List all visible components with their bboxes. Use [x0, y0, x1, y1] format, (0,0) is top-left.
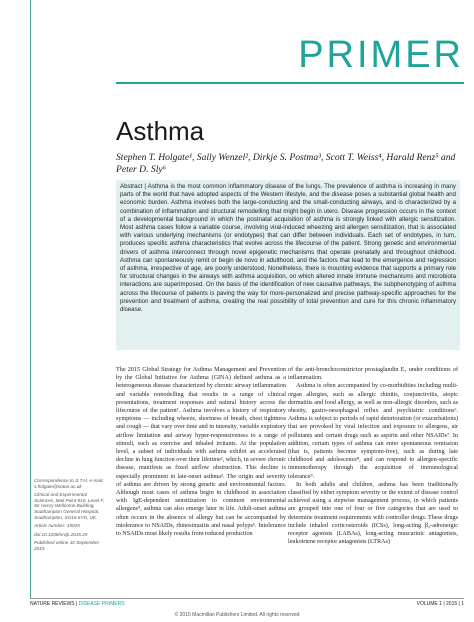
footer-rule [30, 598, 464, 599]
body-paragraph: Asthma is often accompanied by co-morbidities including multi-organ allergies, such as allergic rhinitis, conjunctivitis, atopic dermatitis and food allergy, as well as non-allergic disorders, such as obesity, gastro-oesophageal reflux and psychiatric conditions⁶. Asthma is subject to periods of rapid deterioration (or exacerbations) that are provoked by viral infection and exposure to allergens, air pollutants and certain drugs such as aspirin and other NSAIDs⁷. In addition, certain types of asthma can enter spontaneous remission (that is, patients become symptom-free), such as during late childhood and adolescence⁸, and can respond to allergen-specific immunotherapy through the acquisition of immunological tolerance⁹. [288, 383, 458, 480]
body-paragraph: In both adults and children, asthma has been traditionally classified by either symptom severity or the extent of disease control achieved using a stepwise management process, in which patients are grouped into one of four or five categories that are used to determine treatment requirements with controller drugs. These drugs include inhaled corticosteroids (ICSs), long-acting β₂-adrenergic receptor agonists (LABAs), long-acting muscarinic antagonists, leukotriene receptor antagonists (LTRAs) [288, 481, 458, 546]
author-affiliation: Clinical and Experimental Sciences, Mail Point 810, Level F, Sir Henry Wellcome Building, Southampton General Hospital, Southampton, SO16 6YD, UK. [34, 492, 105, 520]
page-footer [30, 601, 464, 610]
article-doi[interactable]: doi:10.1038/nrdp.2015.25 [34, 531, 88, 537]
side-rule [30, 0, 31, 598]
published-date: Published online 10 September 2015 [34, 540, 100, 551]
copyright-notice: © 2015 Macmillan Publishers Limited. All rights reserved [174, 612, 300, 618]
abstract-lead: Abstract | [120, 183, 147, 190]
abstract-box [116, 180, 460, 350]
journal-label: NATURE REVIEWS | [30, 601, 78, 607]
body-paragraph: of the anti-bronchoconstrictor prostaglandin E₂ under conditions of inflammation. [288, 367, 458, 382]
article-title: Asthma [116, 116, 205, 146]
primer-header: PRIMER [298, 34, 464, 76]
body-column-right [288, 366, 458, 588]
abstract [120, 183, 456, 314]
journal-section: DISEASE PRIMERS [78, 601, 125, 607]
correspondence-sidebar [34, 478, 108, 555]
body-paragraph: The 2015 Global Strategy for Asthma Management and Prevention by the Global Initiative for Asthma (GINA) defined asthma as a heterogeneous disease characterized by chronic airway inflammation and variable remodelling that results in a range of clinical presentations, treatment responses and natural history across the lifecourse of the patient¹. Asthma involves a history of respiratory symptoms — including wheeze, shortness of breath, chest tightness and cough — that vary over time and in intensity, variable expiratory airflow limitation and airway hyper-responsiveness to a range of stimuli, such as exercise and inhaled irritants. At the population level, a subset of individuals with asthma exhibit an accelerated decline in lung function over their lifetime², which, in severe chronic disease, manifests as fixed airflow obstruction. This decline is especially prominent in late-onset asthma³. The origin and severity of asthma are driven by strong genetic and environmental factors. Although most cases of asthma begin in childhood in association with IgE-dependent sensitization to common environmental allergens⁴, asthma can also emerge later in life. Adult-onset asthma often occurs in the absence of allergy but can be accompanied by intolerance to NSAIDs, rhinosinusitis and nasal polyps⁵. Intolerance to NSAIDs most likely results from reduced production [116, 367, 286, 538]
body-column-left [116, 366, 286, 588]
article-authors: Stephen T. Holgate¹, Sally Wenzel², Dirkje S. Postma³, Scott T. Weiss⁴, Harald Renz⁵ and Peter D. Sly⁶ [116, 152, 456, 175]
abstract-text: Asthma is the most common inflammatory disease of the lungs. The prevalence of asthma is increasing in many parts of the world that have adopted aspects of the Western lifestyle, and the disease poses a substantial global health and economic burden. Asthma involves both the large-conducting and the small-conducting airways, and is characterized by a combination of inflammation and structural remodelling that might begin in utero. Disease progression occurs in the context of a developmental background in which the postnatal acquisition of asthma is strongly linked with allergic sensitization. Most asthma cases follow a variable course, involving viral-induced wheezing and allergen sensitization, that is associated with various underlying mechanisms (or endotypes) that can differ between individuals. Each set of endotypes, in turn, produces specific asthma characteristics that evolve across the lifecourse of the patient. Strong genetic and environmental drivers of asthma interconnect through novel epigenetic mechanisms that operate prenatally and throughout childhood. Asthma can spontaneously remit or begin de novo in adulthood, and the factors that lead to the emergence and regression of asthma, irrespective of age, are poorly understood. Nonetheless, there is mounting evidence that supports a primary role for structural changes in the airways with asthma acquisition, on which altered innate immune mechanisms and microbiota interactions are superimposed. On the basis of the identification of new causative pathways, the subphenotyping of asthma across the lifecourse of patients is paving the way for more-personalized and precise pathway-specific approaches for the prevention and treatment of asthma, creating the real possibility of total prevention and cure for this chronic inflammatory disease. [120, 183, 456, 314]
volume-info: VOLUME 1 | 2015 | 1 [416, 601, 464, 607]
header-rule [116, 82, 464, 84]
article-number: Article number: 15025 [34, 523, 80, 529]
journal-name [30, 601, 125, 607]
correspondence-email: Correspondence to S.T.H. e-mail: s.holgate@soton.ac.uk [34, 478, 104, 489]
